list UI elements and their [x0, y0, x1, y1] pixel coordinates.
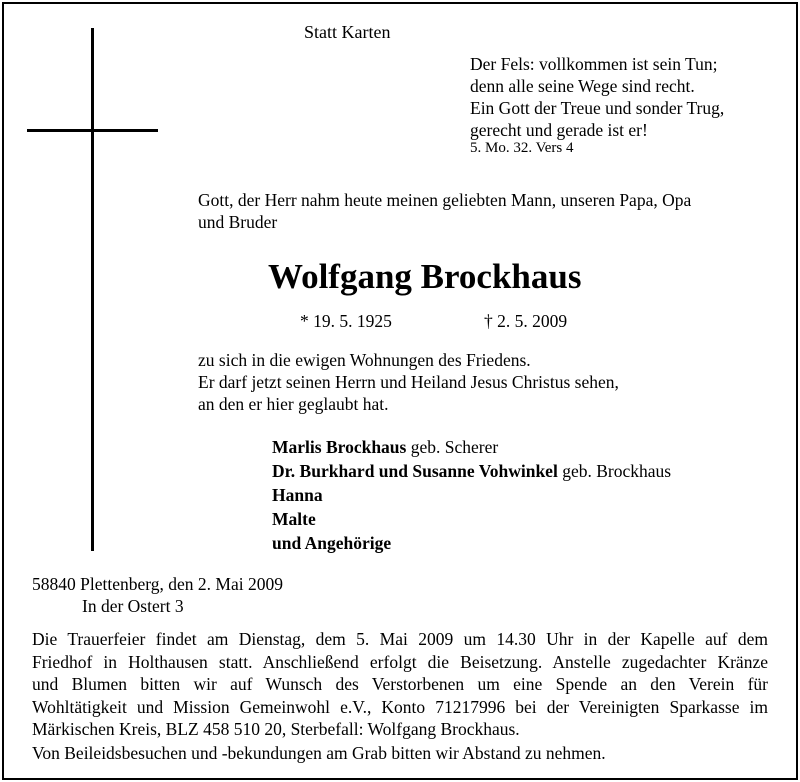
- funeral-notice-line: Wohltätigkeit und Mission Gemeinwohl e.V., Konto 71217996 bei der Vereinigten Sparkasse im: [32, 696, 768, 717]
- intro-line: Gott, der Herr nahm heute meinen geliebten Mann, unseren Papa, Opa: [198, 190, 692, 210]
- verse-line: Der Fels: vollkommen ist sein Tun;: [470, 54, 718, 74]
- birth-date: * 19. 5. 1925: [300, 311, 392, 331]
- funeral-notice-line: Friedhof in Holthausen statt. Anschließend erfolgt die Beisetzung. Anstelle zugedachter Kränze: [32, 651, 768, 672]
- funeral-notice-line: Die Trauerfeier findet am Dienstag, dem 5. Mai 2009 um 14.30 Uhr in der Kapelle auf dem: [32, 629, 768, 649]
- mourner-name: Hanna: [272, 485, 323, 505]
- cross-icon: [91, 28, 94, 551]
- mourner-note: geb. Brockhaus: [557, 461, 672, 481]
- verse-reference: 5. Mo. 32. Vers 4: [470, 140, 574, 156]
- funeral-notice-line: Märkischen Kreis, BLZ 458 510 20, Sterbefall: Wolfgang Brockhaus.: [32, 719, 520, 739]
- statt-karten-label: Statt Karten: [304, 22, 391, 42]
- mourner-note: geb. Scherer: [406, 437, 499, 457]
- address-line: 58840 Plettenberg, den 2. Mai 2009: [32, 574, 283, 594]
- mourner: [272, 461, 671, 482]
- verse-line: Ein Gott der Treue und sonder Trug,: [470, 98, 725, 118]
- address-line: In der Ostert 3: [82, 596, 184, 616]
- cross-icon-bar: [27, 129, 158, 132]
- mourner-name: und Angehörige: [272, 533, 392, 553]
- verse-line: gerecht und gerade ist er!: [470, 120, 648, 140]
- verse-line: denn alle seine Wege sind recht.: [470, 76, 695, 96]
- mourner-name: Marlis Brockhaus: [272, 437, 407, 457]
- death-date: † 2. 5. 2009: [484, 311, 568, 331]
- closing-line: an den er hier geglaubt hat.: [198, 394, 389, 414]
- mourner-name: Malte: [272, 509, 316, 529]
- deceased-name: Wolfgang Brockhaus: [268, 257, 582, 296]
- funeral-notice-line: und Blumen bitten wir auf Wunsch des Verstorbenen um eine Spende an den Verein für: [32, 674, 768, 694]
- funeral-notice: [32, 628, 768, 741]
- final-note: Von Beileidsbesuchen und -bekundungen am Grab bitten wir Abstand zu nehmen.: [32, 743, 606, 763]
- intro-line: und Bruder: [198, 212, 278, 232]
- closing-line: zu sich in die ewigen Wohnungen des Friedens.: [198, 350, 531, 370]
- closing-line: Er darf jetzt seinen Herrn und Heiland Jesus Christus sehen,: [198, 372, 619, 392]
- mourner-name: Dr. Burkhard und Susanne Vohwinkel: [272, 461, 558, 481]
- mourner: [272, 437, 498, 458]
